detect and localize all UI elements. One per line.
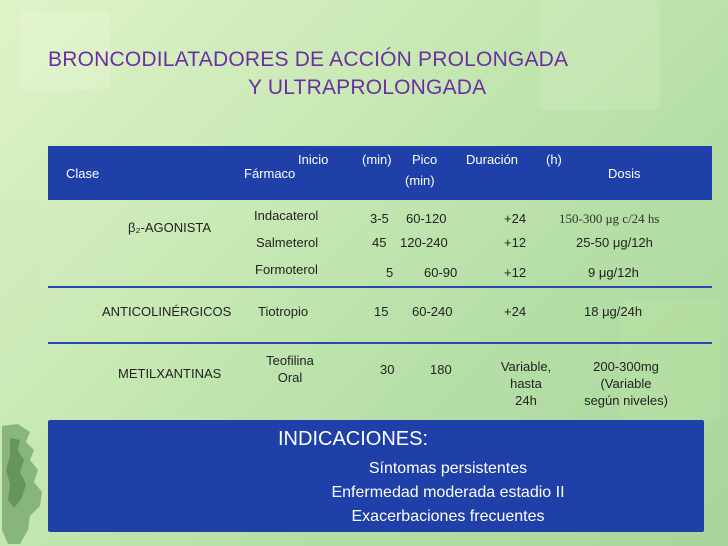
table-header [48, 146, 712, 200]
dosis-teofilina-line-3: según niveles) [584, 393, 668, 408]
dosis-teofilina-line-1: 200-300mg [593, 359, 659, 374]
pico-teofilina: 180 [430, 362, 452, 377]
drug-teofilina-line-1: Teofilina [266, 353, 314, 368]
slide-title [48, 46, 648, 102]
duracion-salmeterol: +12 [504, 235, 527, 250]
indicaciones-box [48, 420, 704, 532]
pico-salmeterol: 120-240 [400, 235, 448, 250]
pico-tiotropio: 60-240 [412, 304, 453, 319]
class-anticolinergicos: ANTICOLINÉRGICOS [102, 304, 232, 319]
drug-tiotropio: Tiotropio [258, 304, 309, 319]
drug-teofilina [250, 352, 330, 386]
drug-indacaterol: Indacaterol [254, 208, 319, 223]
header-duracion: Duración [466, 152, 519, 167]
inicio-formoterol: 5 [386, 265, 394, 280]
pico-indacaterol: 60-120 [406, 211, 447, 226]
header-farmaco: Fármaco [244, 166, 296, 181]
duracion-teofilina [486, 358, 566, 409]
dosis-indacaterol: 150-300 μg c/24 hs [559, 211, 660, 226]
header-pico: Pico [412, 152, 438, 167]
dosis-salmeterol: 25-50 μg/12h [576, 235, 653, 250]
title-line-1: BRONCODILATADORES DE ACCIÓN PROLONGADA [48, 48, 569, 71]
class-metilxantinas: METILXANTINAS [118, 366, 222, 381]
duracion-indacaterol: +24 [504, 211, 527, 226]
inicio-tiotropio: 15 [374, 304, 389, 319]
americas-map-icon [0, 420, 60, 546]
duracion-teofilina-line-1: Variable, [500, 359, 552, 374]
background-shape [0, 200, 40, 340]
inicio-teofilina: 30 [380, 362, 395, 377]
indicacion-item: Enfermedad moderada estadio II [331, 484, 565, 501]
duracion-teofilina-line-3: 24h [515, 393, 537, 408]
indicacion-item: Síntomas persistentes [368, 460, 528, 477]
dosis-teofilina [570, 358, 682, 409]
indicacion-item: Exacerbaciones frecuentes [351, 508, 545, 525]
class-beta2: β₂-AGONISTA [128, 220, 212, 235]
header-h: (h) [546, 152, 562, 167]
header-inicio: Inicio [298, 152, 329, 167]
inicio-salmeterol: 45 [372, 235, 387, 250]
row-separator [48, 342, 712, 344]
header-min-1: (min) [362, 152, 392, 167]
drug-formoterol: Formoterol [255, 262, 318, 277]
header-min-2: (min) [405, 173, 435, 188]
duracion-formoterol: +12 [504, 265, 527, 280]
header-clase: Clase [66, 166, 100, 181]
indicaciones-title: INDICACIONES: [278, 428, 429, 450]
pico-formoterol: 60-90 [424, 265, 458, 280]
duracion-teofilina-line-2: hasta [510, 376, 542, 391]
duracion-tiotropio: +24 [504, 304, 527, 319]
dosis-formoterol: 9 μg/12h [588, 265, 639, 280]
dosis-tiotropio: 18 μg/24h [584, 304, 643, 319]
drug-teofilina-line-2: Oral [277, 370, 303, 385]
inicio-indacaterol: 3-5 [370, 211, 389, 226]
dosis-teofilina-line-2: (Variable [600, 376, 652, 391]
title-line-2: Y ULTRAPROLONGADA [248, 76, 487, 99]
row-separator [48, 286, 712, 288]
header-dosis: Dosis [608, 166, 641, 181]
drug-salmeterol: Salmeterol [256, 235, 319, 250]
